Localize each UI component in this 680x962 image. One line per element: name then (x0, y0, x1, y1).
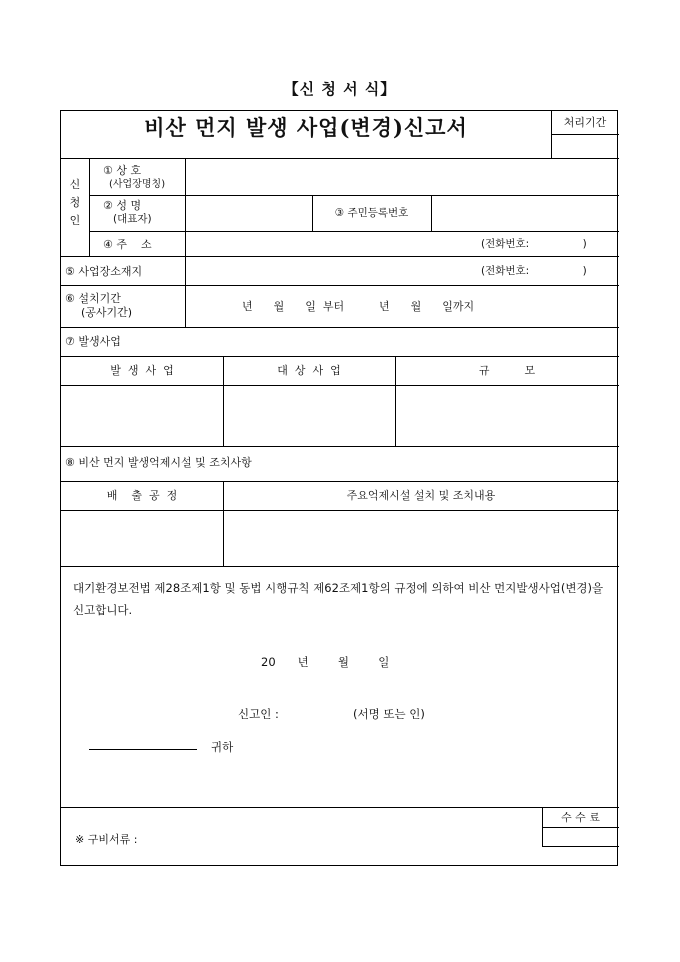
company-name-sub: (사업장명칭) (109, 179, 166, 190)
facilities-section-label: ⑧ 비산 먼지 발생억제시설 및 조치사항 (65, 456, 252, 469)
divider (542, 846, 619, 847)
address-label: ④ 주 소 (103, 238, 152, 251)
company-name-label: ① 상 호 (103, 164, 142, 177)
divider (61, 285, 619, 286)
reporter-label: 신고인 : (238, 707, 279, 721)
applicant-group-label: 신 청 인 (69, 178, 81, 227)
emission-process-field[interactable] (61, 511, 223, 566)
address-field[interactable] (186, 232, 476, 256)
control-measures-column-header: 주요억제시설 설치 및 조치내용 (346, 489, 496, 502)
emission-process-column-header: 배 출 공 정 (106, 489, 178, 502)
divider (61, 481, 619, 482)
representative-name-label: ② 성 명 (103, 199, 142, 212)
install-period-label: ⑥ 설치기간 (65, 292, 121, 305)
site-phone-label: (전화번호: ) (481, 265, 587, 277)
install-period-dates[interactable]: 년 월 일 부터 년 월 일까지 (242, 300, 475, 313)
fee-label: 수 수 료 (561, 811, 600, 824)
install-period-sub: (공사기간) (81, 306, 133, 319)
site-location-label: ⑤ 사업장소재지 (65, 265, 143, 278)
divider (61, 446, 619, 447)
declaration-text: 대기환경보전법 제28조제1항 및 동법 시행규칙 제62조제1항의 규정에 의하여 비산 먼지발생사업(변경)을 신고합니다. (73, 581, 604, 617)
recipient-suffix: 귀하 (211, 740, 234, 754)
representative-name-field[interactable] (186, 196, 312, 231)
resident-number-label: ③ 주민등록번호 (334, 207, 409, 219)
control-measures-field[interactable] (224, 511, 619, 566)
form-title: 비산 먼지 발생 사업(변경)신고서 (144, 115, 468, 140)
recipient-blank-line[interactable] (89, 749, 197, 750)
business-field[interactable] (61, 386, 223, 446)
business-column-header: 발 생 사 업 (110, 364, 174, 377)
representative-name-sub: (대표자) (113, 213, 152, 225)
declaration-date[interactable]: 20 년 월 일 (261, 655, 390, 669)
divider (61, 807, 619, 808)
processing-period-label: 처리기간 (563, 116, 607, 129)
report-form (60, 110, 618, 866)
scale-field[interactable] (396, 386, 619, 446)
scale-column-header: 규 모 (478, 364, 536, 377)
processing-period-value[interactable] (551, 135, 619, 158)
form-header: 【신 청 서 식】 (283, 80, 397, 98)
fee-field[interactable] (543, 828, 619, 846)
required-documents-label: ※ 구비서류 : (75, 833, 138, 846)
target-business-column-header: 대 상 사 업 (277, 364, 341, 377)
resident-number-field[interactable] (432, 196, 619, 231)
divider (61, 327, 619, 328)
address-phone-label: (전화번호: ) (481, 238, 587, 250)
target-business-field[interactable] (224, 386, 395, 446)
divider (61, 356, 619, 357)
divider (61, 566, 619, 567)
company-name-field[interactable] (186, 159, 619, 195)
divider (89, 158, 90, 256)
site-location-field[interactable] (186, 257, 476, 285)
business-section-label: ⑦ 발생사업 (65, 335, 121, 348)
signature-label: (서명 또는 인) (353, 707, 425, 721)
